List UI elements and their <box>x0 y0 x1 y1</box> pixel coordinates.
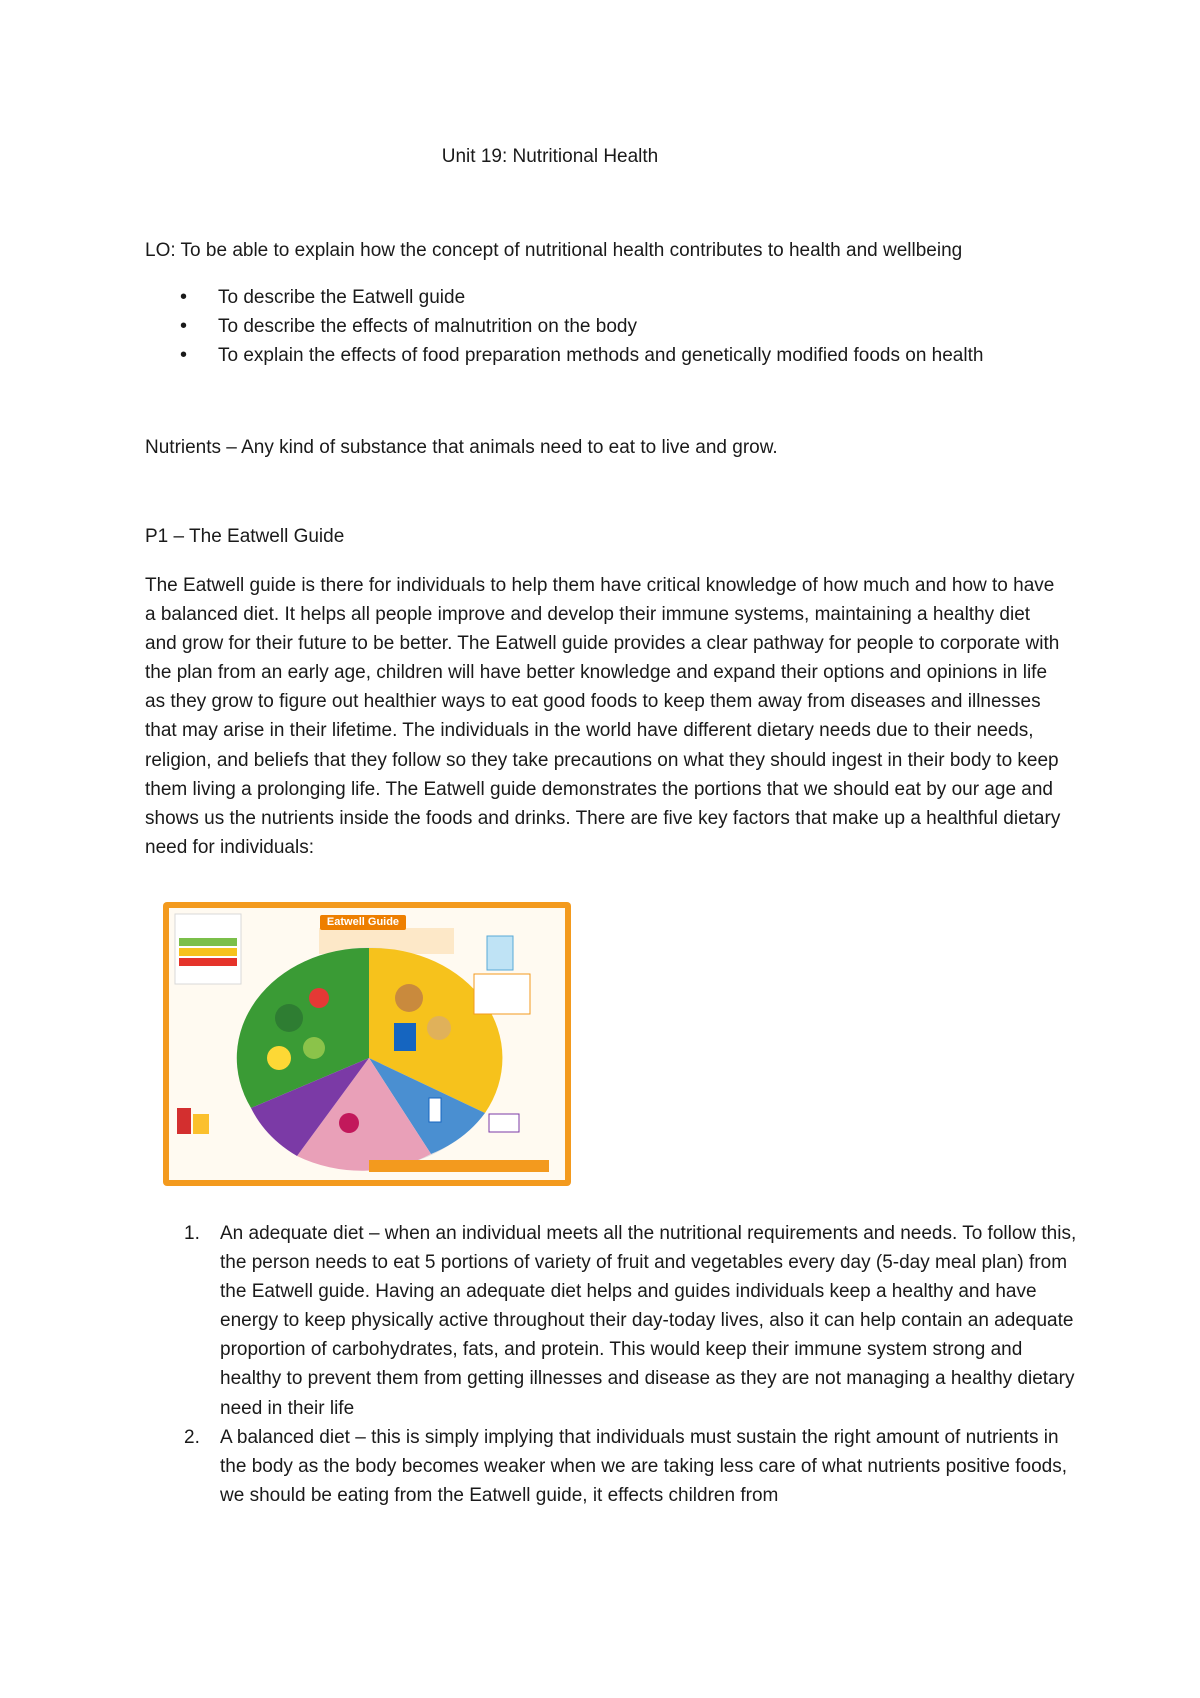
list-text: A balanced diet – this is simply implying that individuals must sustain the right amount of nutrients in the body as the body becomes weaker when we are taking less care of what nutrients positive foods, we should be eating from the Eatwell guide, it effects children from <box>220 1426 1068 1506</box>
water-glass <box>487 936 513 970</box>
food-item <box>309 988 329 1008</box>
eatwell-guide-image <box>163 902 571 1186</box>
figure-title: Eatwell Guide <box>320 915 406 930</box>
list-number: 2. <box>184 1426 200 1448</box>
food-item <box>303 1037 325 1059</box>
image-canvas <box>169 908 565 1180</box>
food-item <box>429 1098 441 1122</box>
food-item <box>394 1023 416 1051</box>
oil-box <box>489 1114 519 1132</box>
footer-bar <box>369 1160 549 1172</box>
list-number: 1. <box>184 1223 200 1244</box>
learning-objective: LO: To be able to explain how the concept of nutritional health contributes to health and wellbeing <box>145 240 963 261</box>
list-item: • To describe the Eatwell guide <box>170 283 983 312</box>
food-item <box>193 1114 209 1134</box>
food-item <box>395 984 423 1012</box>
food-item <box>427 1016 451 1040</box>
list-text: An adequate diet – when an individual meets all the nutritional requirements and needs. To follow this, the person needs to eat 5 portions of variety of fruit and vegetables every day (5-day meal plan) from the Eatwell guide. Having an adequate diet helps and guides individuals keep a healthy and have energy to keep physically active throughout their day-today lives, also it can help contain an adequate proportion of carbohydrates, fats, and protein. This would keep their immune system strong and healthy to prevent them from getting illnesses and disease as they are not managing a healthy dietary need in their life <box>220 1223 1077 1419</box>
traffic-light-green <box>179 938 237 946</box>
food-item <box>267 1046 291 1070</box>
factors-list <box>145 1219 1085 1510</box>
list-item <box>145 1423 1085 1510</box>
food-item <box>339 1113 359 1133</box>
section-heading: P1 – The Eatwell Guide <box>145 526 345 547</box>
hydration-box <box>474 974 530 1014</box>
list-item <box>145 1219 1085 1423</box>
food-item <box>177 1108 191 1134</box>
traffic-light-amber <box>179 948 237 956</box>
eatwell-plate-illustration <box>169 908 565 1180</box>
nutrients-definition: Nutrients – Any kind of substance that animals need to eat to live and grow. <box>145 437 778 458</box>
document-title: Unit 19: Nutritional Health <box>441 146 659 167</box>
body-paragraph: The Eatwell guide is there for individuals to help them have critical knowledge of how much and how to have a balanced diet. It helps all people improve and develop their immune systems, maintaining a healthy diet and grow for their future to be better. The Eatwell guide provides a clear pathway for people to corporate with the plan from an early age, children will have better knowledge and expand their options and opinions in life as they grow to figure out healthier ways to eat good foods to keep them away from diseases and illnesses that may arise in their lifetime. The individuals in the world have different dietary needs due to their needs, religion, and beliefs that they follow so they take precautions on what they should ingest in their body to keep them living a prolonging life. The Eatwell guide demonstrates the portions that we should eat by our age and shows us the nutrients inside the foods and drinks. There are five key factors that make up a healthful dietary need for individuals: <box>145 575 1061 858</box>
food-item <box>275 1004 303 1032</box>
list-item: • To describe the effects of malnutrition on the body <box>170 312 983 341</box>
objectives-list <box>170 283 983 370</box>
traffic-light-red <box>179 958 237 966</box>
list-item: • To explain the effects of food preparation methods and genetically modified foods on health <box>170 341 983 370</box>
